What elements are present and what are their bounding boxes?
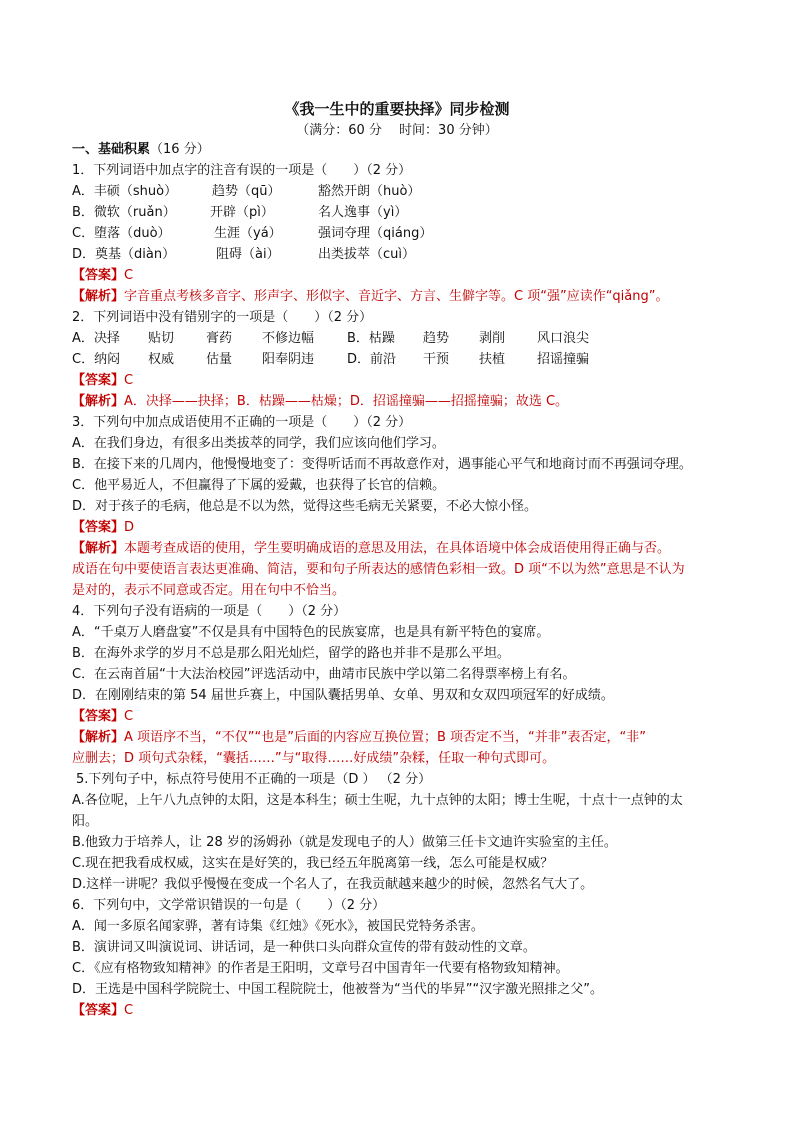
q2-option: 权威 (148, 352, 175, 367)
q2-option: 阳奉阴违 (262, 352, 315, 367)
q5-option: A.各位呢，上午八九点钟的太阳，这是本科生；硕士生呢，九十点钟的太阳；博士生呢，十点十一点钟的太 (72, 793, 683, 808)
q6-option: D．王选是中国科学院院士、中国工程院院士，他被誉为“当代的毕昇”“汉字激光照排之父”。 (72, 982, 603, 997)
q4-answer: 【答案】C (72, 709, 134, 724)
q6-option: B．演讲词又叫演说词、讲话词，是一种供口头向群众宣传的带有鼓动性的文章。 (72, 940, 536, 955)
q3-option: C．他平易近人，不但赢得了下属的爱戴，也获得了长官的信赖。 (72, 478, 446, 493)
q2-option: C．纳闷 (72, 352, 121, 367)
q2-option: 招谣撞骗 (537, 352, 590, 367)
q3-answer: 【答案】D (72, 520, 135, 535)
page-subtitle: （满分：60 分 时间：30 分钟） (296, 123, 498, 138)
q2-option: 剥削 (479, 331, 506, 346)
q2-option: B．枯躁 (347, 331, 395, 346)
q1-option: C．堕落（duò） (72, 226, 171, 241)
q4-option: B．在海外求学的岁月不总是那么阳光灿烂，留学的路也并非不是那么平坦。 (72, 646, 510, 661)
q1-option: 开辟（pì） (210, 205, 274, 220)
q5-option: D.这样一讲呢？我似乎慢慢在变成一个名人了，在我贡献越来越少的时候，忽然名气大了。 (72, 877, 594, 892)
q3-option: A．在我们身边，有很多出类拔萃的同学，我们应该向他们学习。 (72, 436, 445, 451)
q3-stem: 3．下列句中加点成语使用不正确的一项是（ ）（2 分） (72, 415, 412, 430)
q3-option: D．对于孩子的毛病，他总是不以为然，觉得这些毛病无关紧要，不必大惊小怪。 (72, 499, 538, 514)
q2-option: 贴切 (148, 331, 175, 346)
q1-option: 阻碍（ài） (216, 247, 280, 262)
q2-option: 膏药 (206, 331, 233, 346)
q2-option: 风口浪尖 (537, 331, 590, 346)
q1-option: D．奠基（diàn） (72, 247, 176, 262)
q2-option: 估量 (206, 352, 233, 367)
q2-option: A．决择 (72, 331, 120, 346)
q4-option: A．“千桌万人磨盘宴”不仅是具有中国特色的民族宴席，也是具有新平特色的宴席。 (72, 625, 550, 640)
q1-stem: 1．下列词语中加点字的注音有误的一项是（ ）（2 分） (72, 163, 412, 178)
q2-stem: 2．下列词语中没有错别字的一项是（ ）（2 分） (72, 310, 373, 325)
q5-stem: 5.下列句子中，标点符号使用不正确的一项是（D ） （2 分） (76, 772, 432, 787)
q1-option: 趋势（qū） (212, 184, 281, 199)
q4-analysis-line: 应删去；D 项句式杂糅，“囊括……”与“取得……好成绩”杂糅，任取一种句式即可。 (72, 751, 556, 766)
q2-option: 干预 (423, 352, 450, 367)
q3-option: B．在接下来的几周内，他慢慢地变了：变得听话而不再故意作对，遇事能心平气和地商讨而不再强词夺理。 (72, 457, 692, 472)
q5-option: C.现在把我看成权威，这实在是好笑的，我已经五年脱离第一线，怎么可能是权威？ (72, 856, 554, 871)
q1-option: 名人逸事（yì） (318, 205, 408, 220)
q4-stem: 4．下列句子没有语病的一项是（ ）（2 分） (72, 604, 347, 619)
q4-option: C．在云南首届“十大法治校园”评选活动中，曲靖市民族中学以第二名得票率榜上有名。 (72, 667, 576, 682)
q3-analysis-line: 是对的，表示不同意或否定。用在句中不恰当。 (72, 583, 346, 598)
q1-option: 强词夺理（qiáng） (318, 226, 433, 241)
q1-option: A．丰硕（shuò） (72, 184, 178, 199)
q1-analysis: 【解析】字音重点考核多音字、形声字、形似字、音近字、方言、生僻字等。C 项“强”应读作“qiǎng”。 (72, 289, 669, 304)
q1-option: 出类拔萃（cuì） (318, 247, 415, 262)
q2-option: 不修边幅 (262, 331, 315, 346)
q6-option: C．《应有格物致知精神》的作者是王阳明，文章号召中国青年一代要有格物致知精神。 (72, 961, 569, 976)
q6-answer: 【答案】C (72, 1003, 134, 1018)
section-heading: 一、基础积累（16 分） (72, 142, 210, 157)
q2-answer: 【答案】C (72, 373, 134, 388)
q5-option: B.他致力于培养人，让 28 岁的汤姆孙（就是发现电子的人）做第三任卡文迪许实验室的主任。 (72, 835, 617, 850)
q2-option: 趋势 (423, 331, 450, 346)
q1-option: 生涯（yá） (214, 226, 282, 241)
q6-option: A．闻一多原名闻家骅，著有诗集《红烛》《死水》，被国民党特务杀害。 (72, 919, 484, 934)
q1-option: 豁然开朗（huò） (318, 184, 421, 199)
q4-analysis: 【解析】A 项语序不当，“不仅”“也是”后面的内容应互换位置；B 项否定不当，“并非”表否定，“非” (72, 730, 646, 745)
q1-option: B．微软（ruǎn） (72, 205, 176, 220)
q1-answer: 【答案】C (72, 268, 134, 283)
q3-analysis: 【解析】本题考查成语的使用，学生要明确成语的意思及用法，在具体语境中体会成语使用得正确与否。 (72, 541, 671, 556)
q5-option: 阳。 (72, 814, 99, 829)
q6-stem: 6．下列句中，文学常识错误的一句是（ ）（2 分） (72, 898, 386, 913)
q2-analysis: 【解析】A．决择——抉择；B．枯躁——枯燥；D．招谣撞骗——招摇撞骗；故选 C。 (72, 394, 569, 409)
q3-analysis-line: 成语在句中要使语言表达更准确、简洁，要和句子所表达的感情色彩相一致。D 项“不以为然”意思是不认为 (72, 562, 685, 577)
q2-option: 扶植 (479, 352, 506, 367)
q4-option: D．在刚刚结束的第 54 届世乒赛上，中国队囊括男单、女单、男双和女双四项冠军的好成绩。 (72, 688, 614, 703)
page-title: 《我一生中的重要抉择》同步检测 (284, 100, 510, 118)
q2-option: D．前沿 (347, 352, 397, 367)
